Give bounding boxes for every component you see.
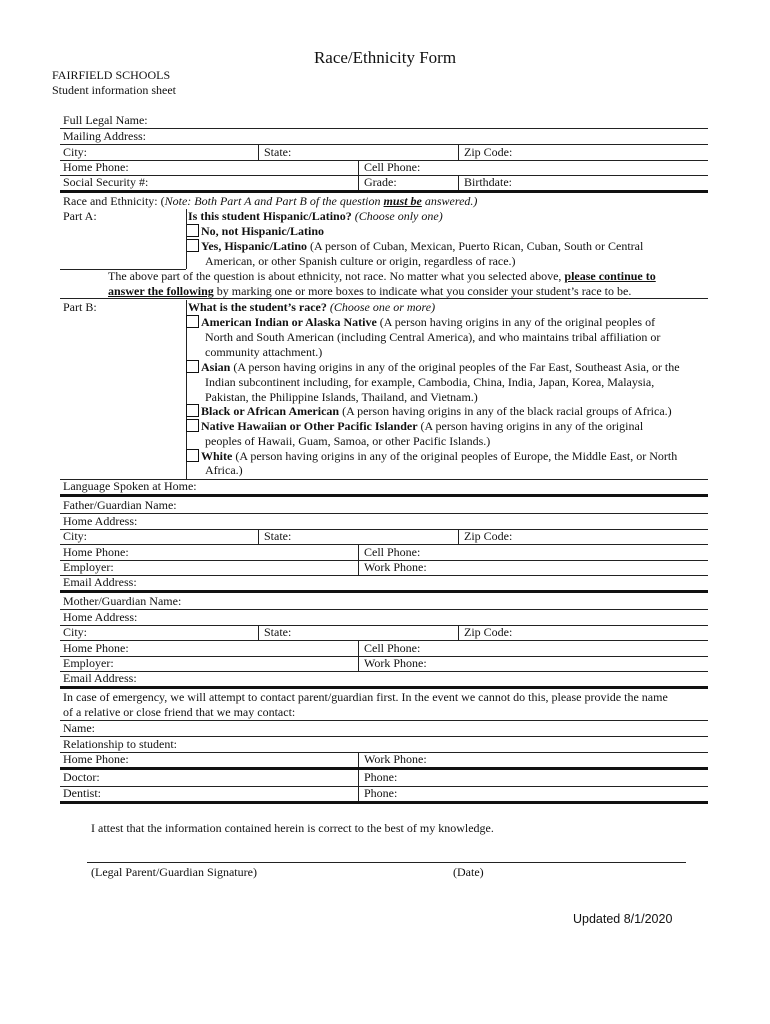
checkbox-icon[interactable]: [186, 315, 199, 328]
checkbox-icon[interactable]: [186, 224, 199, 237]
hispanic-yes-desc: American, or other Spanish culture or origin, regardless of race.): [205, 254, 516, 268]
checkbox-icon[interactable]: [186, 360, 199, 373]
section-divider: [60, 190, 708, 193]
checkbox-icon[interactable]: [186, 404, 199, 417]
hispanic-no-option[interactable]: No, not Hispanic/Latino: [186, 224, 324, 239]
cell-divider: [458, 144, 459, 160]
checkbox-icon[interactable]: [186, 419, 199, 432]
mother-zip-field[interactable]: Zip Code:: [464, 625, 513, 639]
part-b-question: What is the student’s race? (Choose one or more): [188, 300, 436, 314]
mother-employer-field[interactable]: Employer:: [63, 656, 114, 670]
father-address-field[interactable]: Home Address:: [63, 514, 138, 528]
father-city-field[interactable]: City:: [63, 529, 88, 543]
cell-divider: [458, 529, 459, 544]
school-name: FAIRFIELD SCHOOLS: [52, 68, 171, 82]
father-zip-field[interactable]: Zip Code:: [464, 529, 513, 543]
mother-name-field[interactable]: Mother/Guardian Name:: [63, 594, 182, 608]
mother-cell-phone-field[interactable]: Cell Phone:: [364, 641, 421, 655]
father-name-field[interactable]: Father/Guardian Name:: [63, 498, 177, 512]
race-option-pacific-islander[interactable]: Native Hawaiian or Other Pacific Islander (A person having origins in any of the original: [186, 419, 643, 434]
father-cell-phone-field[interactable]: Cell Phone:: [364, 545, 421, 559]
race-intro: Race and Ethnicity: (Note: Both Part A and Part B of the question must be answered.): [63, 194, 478, 208]
race-option-white[interactable]: White (A person having origins in any of the original peoples of Europe, the Middle East, or North: [186, 449, 677, 464]
race-option-desc: North and South American (including Central America), and who maintains tribal affiliation or: [205, 330, 661, 344]
mother-state-field[interactable]: State:: [264, 625, 292, 639]
state-field[interactable]: State:: [264, 145, 292, 159]
cell-divider: [458, 625, 459, 640]
part-a-column-divider: [186, 209, 187, 269]
emergency-name-field[interactable]: Name:: [63, 721, 95, 735]
doctor-phone-field[interactable]: Phone:: [364, 770, 398, 784]
divider: [60, 575, 708, 576]
father-email-field[interactable]: Email Address:: [63, 575, 137, 589]
emergency-home-phone-field[interactable]: Home Phone:: [63, 752, 129, 766]
father-state-field[interactable]: State:: [264, 529, 292, 543]
race-option-desc: community attachment.): [205, 345, 323, 359]
birthdate-field[interactable]: Birthdate:: [464, 175, 512, 189]
full-name-field[interactable]: Full Legal Name:: [63, 113, 148, 127]
emergency-intro-1: In case of emergency, we will attempt to contact parent/guardian first. In the event we cannot do this, please provide the name: [63, 690, 668, 704]
race-option-desc: Indian subcontinent including, for example, Cambodia, China, India, Japan, Korea, Malaysia,: [205, 375, 655, 389]
cell-divider: [358, 752, 359, 768]
father-employer-field[interactable]: Employer:: [63, 560, 114, 574]
race-option-black[interactable]: Black or African American (A person having origins in any of the black racial groups of Africa.): [186, 404, 672, 419]
section-divider: [60, 590, 708, 593]
father-work-phone-field[interactable]: Work Phone:: [364, 560, 427, 574]
emergency-relationship-field[interactable]: Relationship to student:: [63, 737, 177, 751]
zip-field[interactable]: Zip Code:: [464, 145, 513, 159]
updated-date: Updated 8/1/2020: [573, 912, 673, 926]
grade-field[interactable]: Grade:: [364, 175, 397, 189]
divider: [60, 720, 708, 721]
dentist-phone-field[interactable]: Phone:: [364, 786, 398, 800]
checkbox-icon[interactable]: [186, 239, 199, 252]
mother-home-phone-field[interactable]: Home Phone:: [63, 641, 129, 655]
signature-label: (Legal Parent/Guardian Signature): [91, 865, 257, 879]
mother-address-field[interactable]: Home Address:: [63, 610, 138, 624]
part-a-label: Part A:: [63, 209, 97, 223]
divider: [60, 529, 708, 530]
section-divider: [60, 801, 708, 804]
dentist-field[interactable]: Dentist:: [63, 786, 101, 800]
race-option-american-indian[interactable]: American Indian or Alaska Native (A person having origins in any of the original peoples of: [186, 315, 655, 330]
cell-divider: [258, 625, 259, 640]
hispanic-yes-option[interactable]: Yes, Hispanic/Latino (A person of Cuban, Mexican, Puerto Rican, Cuban, South or Central: [186, 239, 643, 254]
sheet-subtitle: Student information sheet: [52, 83, 176, 97]
part-a-question: Is this student Hispanic/Latino? (Choose only one): [188, 209, 443, 223]
cell-divider: [258, 529, 259, 544]
cell-divider: [258, 144, 259, 160]
race-option-asian[interactable]: Asian (A person having origins in any of the original peoples of the Far East, Southeast Asia, or the: [186, 360, 680, 375]
date-label: (Date): [453, 865, 484, 879]
doctor-field[interactable]: Doctor:: [63, 770, 100, 784]
cell-phone-field[interactable]: Cell Phone:: [364, 160, 421, 174]
race-option-desc: Africa.): [205, 463, 243, 477]
language-field[interactable]: Language Spoken at Home:: [63, 479, 197, 493]
emergency-work-phone-field[interactable]: Work Phone:: [364, 752, 427, 766]
form-title: Race/Ethnicity Form: [313, 48, 457, 67]
ssn-field[interactable]: Social Security #:: [63, 175, 149, 189]
mailing-address-field[interactable]: Mailing Address:: [63, 129, 146, 143]
section-divider: [60, 494, 708, 497]
divider: [60, 128, 708, 129]
mother-city-field[interactable]: City:: [63, 625, 88, 639]
mother-email-field[interactable]: Email Address:: [63, 671, 137, 685]
section-divider: [60, 686, 708, 689]
divider: [60, 513, 708, 514]
signature-line[interactable]: [87, 862, 686, 863]
divider: [60, 609, 708, 610]
divider: [60, 671, 708, 672]
emergency-intro-2: of a relative or close friend that we may contact:: [63, 705, 296, 719]
transition-line-1: The above part of the question is about ethnicity, not race. No matter what you selected above, please continue to: [108, 269, 656, 283]
checkbox-icon[interactable]: [186, 449, 199, 462]
father-home-phone-field[interactable]: Home Phone:: [63, 545, 129, 559]
race-option-desc: peoples of Hawaii, Guam, Samoa, or other Pacific Islands.): [205, 434, 491, 448]
city-field[interactable]: City:: [63, 145, 88, 159]
divider: [60, 144, 708, 145]
divider: [60, 625, 708, 626]
divider: [60, 298, 708, 299]
part-b-label: Part B:: [63, 300, 97, 314]
race-option-desc: Pakistan, the Philippine Islands, Thailand, and Vietnam.): [205, 390, 478, 404]
home-phone-field[interactable]: Home Phone:: [63, 160, 129, 174]
mother-work-phone-field[interactable]: Work Phone:: [364, 656, 427, 670]
transition-line-2: answer the following by marking one or more boxes to indicate what you consider your student’s race to be.: [108, 284, 632, 298]
attestation-text: I attest that the information contained herein is correct to the best of my knowledge.: [91, 821, 494, 835]
cell-divider: [458, 175, 459, 191]
